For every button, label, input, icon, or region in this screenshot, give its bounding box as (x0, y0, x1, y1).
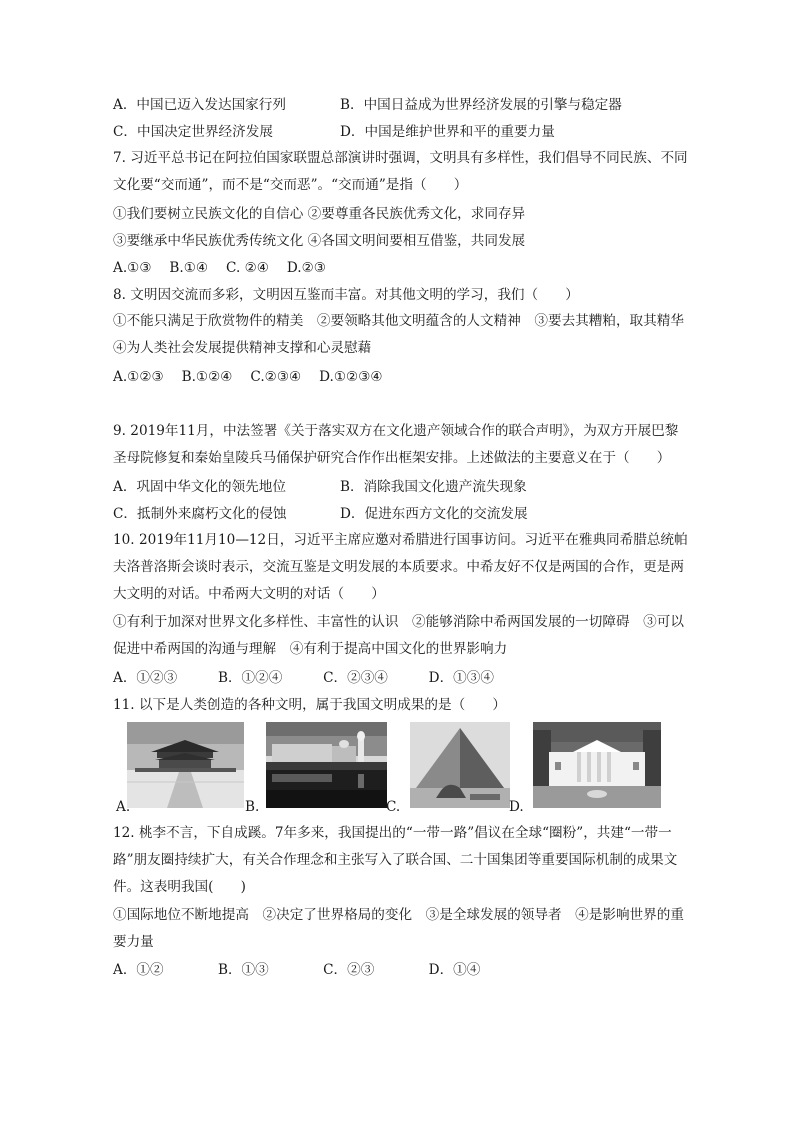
q7-options: A.①③ B.①④ C. ②④ D.②③ (113, 260, 326, 276)
q7-statement-line-2: ③要继承中华民族优秀传统文化 ④各国文明间要相互借鉴，共同发展 (113, 233, 526, 249)
q11-label-a: A. (116, 799, 131, 815)
q11-image-options (0, 722, 794, 815)
q12-stem: 12. 桃李不言，下自成蹊。7年多来，我国提出的“一带一路”倡议在全球“圈粉”，共建“一带一路”朋友圈持续扩大，有关合作理念和主张写入了联合国、二十国集团等重要国际机制的成果文件。这表明我国( ) (113, 825, 678, 896)
q6-option-c: C．中国决定世界经济发展 (113, 124, 273, 140)
q6-option-a: A．中国已迈入发达国家行列 (113, 97, 286, 113)
q8-options: A.①②③ B.①②④ C.②③④ D.①②③④ (113, 369, 383, 385)
q11-label-b: B. (245, 799, 260, 815)
q7-statement-line-1: ①我们要树立民族文化的自信心 ②要尊重各民族优秀文化，求同存异 (113, 206, 526, 222)
q11-label-c: C. (386, 799, 401, 815)
forbidden-city-image (127, 722, 244, 808)
q10-options: A．①②③ B．①②④ C．②③④ D．①③④ (113, 670, 494, 686)
kremlin-image (266, 722, 387, 808)
q7-stem: 7. 习近平总书记在阿拉伯国家联盟总部演讲时强调，文明具有多样性，我们倡导不同民族、不同文化要“交而通”，而不是“交而恶”。“交而通”是指（ ） (113, 150, 688, 194)
q10-stem: 10. 2019年11月10—12日，习近平主席应邀对希腊进行国事访问。习近平在雅典同希腊总统帕夫洛普洛斯会谈时表示，交流互鉴是文明发展的本质要求。中希友好不仅是两国的合作，更是两大文明的对话。中希两大文明的对话（ ） (113, 532, 688, 603)
q8-stem: 8. 文明因交流而多彩，文明因互鉴而丰富。对其他文明的学习，我们（ ） (113, 287, 579, 303)
q12-options: A．①② B．①③ C．②③ D．①④ (113, 962, 481, 978)
q9-option-a: A．巩固中华文化的领先地位 (113, 479, 286, 495)
q9-option-c: C．抵制外来腐朽文化的侵蚀 (113, 506, 287, 522)
q12-statements: ①国际地位不断地提高 ②决定了世界格局的变化 ③是全球发展的领导者 ④是影响世界的重要力量 (113, 907, 684, 951)
q10-statements: ①有利于加深对世界文化多样性、丰富性的认识 ②能够消除中希两国发展的一切障碍 ③可以促进中希两国的沟通与理解 ④有利于提高中国文化的世界影响力 (113, 614, 684, 658)
q6-option-d: D．中国是维护世界和平的重要力量 (340, 124, 555, 140)
q11-label-d: D. (509, 799, 524, 815)
q8-statements: ①不能只满足于欣赏物件的精美 ②要领略其他文明蕴含的人文精神 ③要去其糟粕，取其精华 ④为人类社会发展提供精神支撑和心灵慰藉 (113, 313, 698, 357)
q11-stem: 11. 以下是人类创造的各种文明，属于我国文明成果的是（ ） (113, 697, 506, 713)
q9-stem: 9. 2019年11月，中法签署《关于落实双方在文化遗产领域合作的联合声明》，为双方开展巴黎圣母院修复和秦始皇陵兵马俑保护研究合作作出框架安排。上述做法的主要意义在于（ ） (113, 423, 679, 467)
white-house-image (533, 722, 661, 808)
q9-option-b: B．消除我国文化遗产流失现象 (340, 479, 527, 495)
pyramid-image (410, 722, 510, 808)
q6-option-b: B．中国日益成为世界经济发展的引擎与稳定器 (340, 97, 622, 113)
q9-option-d: D．促进东西方文化的交流发展 (340, 506, 528, 522)
